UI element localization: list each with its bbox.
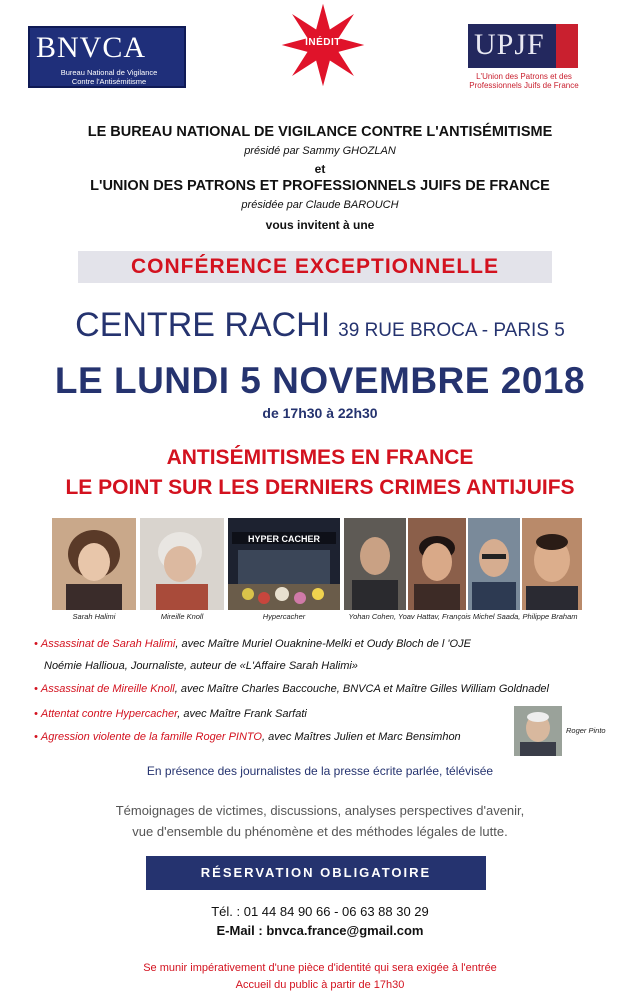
photo-mireille-knoll <box>140 518 224 610</box>
program-item-pinto-title: Agression violente de la famille Roger PINTO <box>40 731 262 743</box>
photo-yoav-hattav <box>408 518 466 610</box>
photo-roger-pinto <box>514 706 562 756</box>
org1-title: LE BUREAU NATIONAL DE VIGILANCE CONTRE L'ANTISÉMITISME <box>87 124 553 140</box>
program-item-pinto <box>34 731 461 743</box>
contact-phone: Tél. : 01 44 84 90 66 - 06 63 88 30 29 <box>211 904 429 919</box>
reservation-label: RÉSERVATION OBLIGATOIRE <box>200 865 432 880</box>
caption-victims: Yohan Cohen, Yoav Hattav, François Michel Saada, Philippe Braham <box>348 612 578 621</box>
event-date: LE LUNDI 5 NOVEMBRE 2018 <box>54 360 586 401</box>
photo-yohan-cohen <box>344 518 406 610</box>
reception-time: Accueil du public à partir de 17h30 <box>235 979 405 991</box>
upjf-logo-mark: UPJF <box>474 28 545 61</box>
and-text: et <box>314 162 326 176</box>
program-item-knoll-detail: , avec Maître Charles Baccouche, BNVCA et Maître Gilles William Goldnadel <box>174 683 549 695</box>
bullet-icon: • <box>34 683 38 695</box>
bnvca-logo-subtitle <box>36 68 182 86</box>
bnvca-logo <box>28 26 186 88</box>
bullet-icon: • <box>34 708 38 720</box>
inedit-star-badge <box>280 2 366 88</box>
contact-email: E-Mail : bnvca.france@gmail.com <box>216 923 424 938</box>
conference-banner <box>78 251 552 283</box>
caption-roger-pinto: Roger Pinto <box>566 726 606 735</box>
topic-line-1: ANTISÉMITISMES EN FRANCE <box>166 446 474 469</box>
description-line-2: vue d'ensemble du phénomène et des méthodes légales de lutte. <box>132 824 508 839</box>
bullet-icon: • <box>34 731 38 743</box>
venue-line <box>0 306 640 345</box>
caption-sarah-halimi: Sarah Halimi <box>72 612 116 621</box>
bnvca-sub-line-1: Bureau National de Vigilance <box>60 68 158 77</box>
upjf-logo <box>468 24 578 68</box>
program-item-hypercacher <box>34 708 307 720</box>
bullet-icon: • <box>34 638 38 650</box>
org1-president: présidé par Sammy GHOZLAN <box>244 145 396 157</box>
conference-type: CONFÉRENCE EXCEPTIONNELLE <box>130 255 500 278</box>
description-line-1: Témoignages de victimes, discussions, analyses perspectives d'avenir, <box>115 803 525 818</box>
program-item-halimi <box>34 638 471 650</box>
venue-name: CENTRE RACHI <box>75 306 331 344</box>
upjf-logo-subtitle <box>434 72 614 90</box>
star-label: INÉDIT <box>305 37 341 48</box>
org2-president: présidée par Claude BAROUCH <box>241 199 399 211</box>
photo-francois-michel-saada <box>468 518 520 610</box>
program-item-pinto-detail: , avec Maîtres Julien et Marc Bensimhon <box>261 731 461 743</box>
org2-title: L'UNION DES PATRONS ET PROFESSIONNELS JUIFS DE FRANCE <box>90 178 550 194</box>
program-item-hypercacher-detail: , avec Maître Frank Sarfati <box>177 708 307 720</box>
hyper-sign-text: HYPER CACHER <box>247 534 321 544</box>
program-item-halimi-subline: Noémie Hallioua, Journaliste, auteur de «L'Affaire Sarah Halimi» <box>44 660 358 672</box>
bnvca-sub-line-2: Contre l'Antisémitisme <box>71 77 147 86</box>
id-warning: Se munir impérativement d'une pièce d'identité qui sera exigée à l'entrée <box>143 962 497 974</box>
program-item-hypercacher-title: Attentat contre Hypercacher <box>40 708 178 720</box>
photo-philippe-braham <box>522 518 582 610</box>
invite-text: vous invitent à une <box>265 218 375 232</box>
photo-hypercacher <box>228 518 340 610</box>
caption-hypercacher: Hypercacher <box>262 612 306 621</box>
topic-line-2: LE POINT SUR LES DERNIERS CRIMES ANTIJUIFS <box>65 476 575 499</box>
bnvca-logo-mark: BNVCA <box>36 31 147 64</box>
event-hours: de 17h30 à 22h30 <box>262 405 378 421</box>
photo-sarah-halimi <box>52 518 136 610</box>
program-item-knoll <box>34 683 549 695</box>
program-item-halimi-title: Assassinat de Sarah Halimi <box>40 638 176 650</box>
upjf-sub-line-1: L'Union des Patrons et des <box>476 72 572 81</box>
presence-note: En présence des journalistes de la presse écrite parlée, télévisée <box>146 764 494 778</box>
venue-address: 39 RUE BROCA - PARIS 5 <box>338 320 565 341</box>
reservation-banner <box>146 856 486 890</box>
program-item-halimi-detail: , avec Maître Muriel Ouaknine-Melki et Oudy Bloch de l 'OJE <box>175 638 471 650</box>
upjf-sub-line-2: Professionnels Juifs de France <box>469 81 579 90</box>
program-item-knoll-title: Assassinat de Mireille Knoll <box>40 683 175 695</box>
caption-mireille-knoll: Mireille Knoll <box>160 612 204 621</box>
